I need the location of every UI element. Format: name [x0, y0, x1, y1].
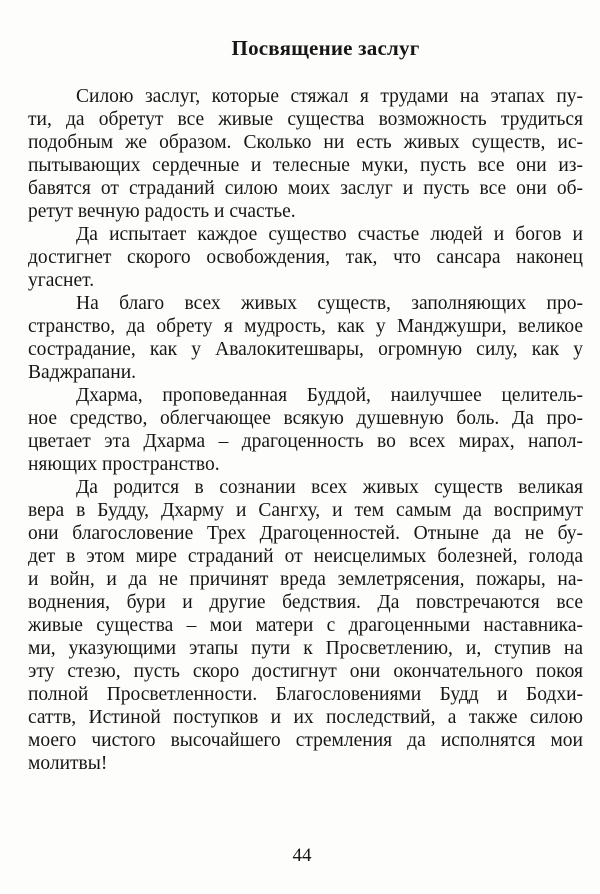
paragraph: [28, 476, 583, 775]
text-line: молитвы!: [28, 753, 108, 774]
text-line: они благословение Трех Драгоценностей. Отныне да не бу-: [28, 523, 583, 544]
text-line: живые существа – мои матери с драгоценными наставника-: [28, 615, 583, 636]
text-line: эту стезю, пусть скоро достигнут они окончательного покоя: [28, 661, 583, 682]
text-line: воднения, бури и другие бедствия. Да повстречаются все: [28, 592, 583, 613]
paragraph: [28, 384, 583, 476]
paragraph: [28, 85, 583, 223]
paragraph: [28, 223, 583, 292]
text-line: угаснет.: [28, 270, 95, 291]
text-line: пытывающих сердечные и телесные муки, пусть все они из-: [28, 155, 583, 176]
text-line: Ваджрапани.: [28, 362, 137, 383]
text-line: саттв, Истиной поступков и их последствий, а также силою: [28, 707, 583, 728]
text-line: и войн, и да не причинят вреда землетрясения, пожары, на-: [28, 569, 583, 590]
text-line: странство, да обрету я мудрость, как у Манджушри, великое: [28, 316, 583, 337]
text-line: Да испытает каждое существо счастье людей и богов и: [76, 224, 583, 245]
text-line: дет в этом мире страданий от неисцелимых болезней, голода: [28, 546, 583, 567]
text-line: Силою заслуг, которые стяжал я трудами на этапах пу-: [76, 86, 583, 107]
text-line: сострадание, как у Авалокитешвары, огромную силу, как у: [28, 339, 583, 360]
text-line: ретут вечную радость и счастье.: [28, 201, 296, 222]
text-line: достигнет скорого освобождения, так, что сансара наконец: [28, 247, 583, 268]
text-line: моего чистого высочайшего стремления да исполнятся мои: [28, 730, 583, 751]
text-line: ти, да обретут все живые существа возможность трудиться: [28, 109, 583, 130]
paragraph: [28, 292, 583, 384]
page-title: Посвящение заслуг: [231, 36, 420, 60]
text-line: подобным же образом. Сколько ни есть живых существ, ис-: [28, 132, 583, 153]
text-line: бавятся от страданий силою моих заслуг и пусть все они об-: [28, 178, 583, 199]
text-line: цветает эта Дхарма – драгоценность во всех мирах, напол-: [28, 431, 583, 452]
page-number: 44: [292, 845, 312, 866]
text-line: полной Просветленности. Благословениями Будд и Бодхи-: [28, 684, 583, 705]
text-line: ное средство, облегчающее всякую душевную боль. Да про-: [28, 408, 583, 429]
text-line: Дхарма, проповеданная Буддой, наилучшее целитель-: [76, 385, 583, 406]
text-line: ми, указующими этапы пути к Просветлению, и, ступив на: [28, 638, 583, 659]
text-line: Да родится в сознании всех живых существ великая: [76, 477, 583, 498]
page-body: [28, 85, 583, 775]
text-line: вера в Будду, Дхарму и Сангху, и тем самым да воспримут: [28, 500, 583, 521]
text-line: няющих пространство.: [28, 454, 220, 475]
text-line: На благо всех живых существ, заполняющих про-: [76, 293, 583, 314]
